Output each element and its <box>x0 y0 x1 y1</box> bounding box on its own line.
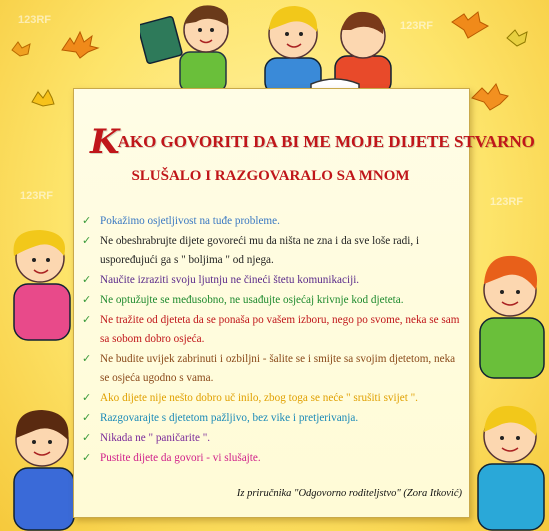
title-text: AKO GOVORITI DA BI ME MOJE DIJETE STVARNO <box>117 132 535 151</box>
leaf-icon <box>30 88 56 108</box>
check-icon: ✓ <box>82 235 92 247</box>
watermark: 123RF <box>20 190 54 202</box>
list-item: ✓ Ne optužujte se međusobno, ne usađujte osjećaj krivnje kod djeteta. <box>82 291 462 310</box>
child-left-illustration <box>0 222 76 342</box>
check-icon: ✓ <box>82 274 92 286</box>
list-item: ✓ Nikada ne " paničarite ". <box>82 429 462 448</box>
list-item: ✓ Pokažimo osjetljivost na tuđe probleme. <box>82 212 462 231</box>
check-icon: ✓ <box>82 392 92 404</box>
check-icon: ✓ <box>82 314 92 326</box>
check-icon: ✓ <box>82 412 92 424</box>
list-item: ✓ Razgovarajte s djetetom pažljivo, bez vike i pretjerivanja. <box>82 409 462 428</box>
child-left-illustration <box>0 400 80 531</box>
check-icon: ✓ <box>82 353 92 365</box>
check-icon: ✓ <box>82 452 92 464</box>
watermark: 123RF <box>490 196 524 208</box>
leaf-icon <box>450 10 490 40</box>
list-item: ✓ Ako dijete nije nešto dobro uč inilo, zbog toga se neće " srušiti svijet ". <box>82 389 462 408</box>
source-citation: Iz priručnika "Odgovorno roditeljstvo" (Zora Itković) <box>236 488 462 499</box>
check-icon: ✓ <box>82 294 92 306</box>
child-right-illustration <box>466 396 549 531</box>
child-reading-illustration <box>255 0 405 100</box>
list-item: ✓ Ne tražite od djeteta da se ponaša po vašem izboru, nego po svome, neka se sam sa sobom dobro osjeća. <box>82 311 462 349</box>
page-title <box>90 116 535 162</box>
list-item: ✓ Ne budite uvijek zabrinuti i ozbiljni - šalite se i smijte sa svojim djetetom, neka se osjeća ugodno s vama. <box>82 350 462 388</box>
list-item: ✓ Pustite dijete da govori - vi slušajte. <box>82 449 462 468</box>
leaf-icon <box>505 28 529 48</box>
watermark: 123RF <box>18 14 52 26</box>
leaf-icon <box>60 30 100 60</box>
list-item: ✓ Naučite izraziti svoju ljutnju ne čineći štetu komunikaciji. <box>82 271 462 290</box>
child-with-book-illustration <box>140 0 250 90</box>
page-subtitle: SLUŠALO I RAZGOVARALO SA MNOM <box>131 168 410 184</box>
child-right-illustration <box>466 240 549 380</box>
watermark: 123RF <box>400 20 434 32</box>
list-item: ✓ Ne obeshrabrujte dijete govoreći mu da ništa ne zna i da sve loše radi, i uspoređujući ga s " boljima " od njega. <box>82 232 462 270</box>
check-icon: ✓ <box>82 432 92 444</box>
title-initial: K <box>90 122 120 162</box>
advice-list <box>82 212 462 469</box>
leaf-icon <box>10 40 32 58</box>
check-icon: ✓ <box>82 215 92 227</box>
leaf-icon <box>470 82 510 112</box>
